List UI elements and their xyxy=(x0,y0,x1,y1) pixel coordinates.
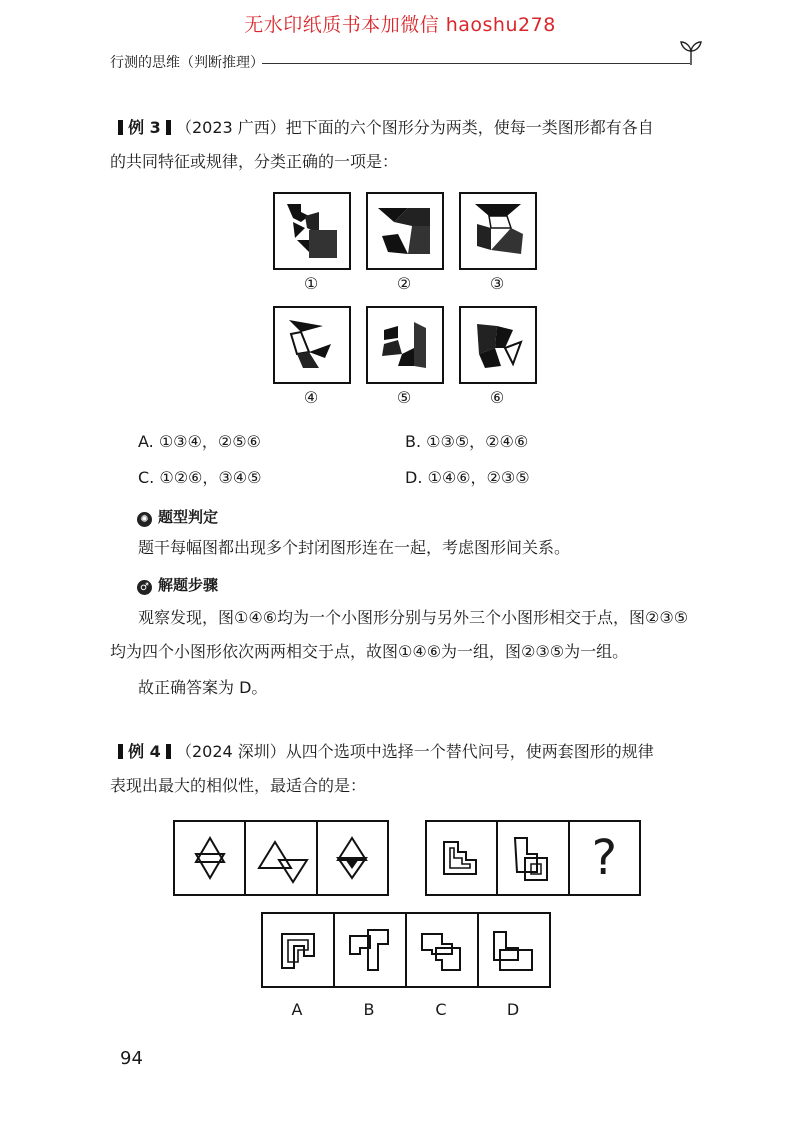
example4-intro xyxy=(118,740,654,764)
figure-set-1 xyxy=(173,820,389,896)
page-number: 94 xyxy=(120,1048,143,1069)
example3-intro-line1: （2023 广西）把下面的六个图形分为两类，使每一类图形都有各自 xyxy=(176,118,654,137)
example3-intro-line2: 的共同特征或规律，分类正确的一项是： xyxy=(110,152,399,171)
option-figure-a[interactable] xyxy=(263,914,335,986)
label-bar-left xyxy=(118,744,123,759)
figure-label-6: ⑥ xyxy=(489,388,505,407)
lightbulb-icon: ✺ xyxy=(137,512,152,527)
section-type-title: 题型判定 xyxy=(158,508,219,526)
figure-3 xyxy=(459,192,537,270)
set2-figure-2 xyxy=(498,822,569,894)
option-label-d: D xyxy=(506,1000,520,1019)
section-steps-line2: 均为四个小图形依次两两相交于点，故图①④⑥为一组，图②③⑤为一组。 xyxy=(110,642,629,661)
set1-figure-2 xyxy=(246,822,317,894)
example3-intro xyxy=(118,116,654,140)
steps-icon: ♂ xyxy=(137,580,152,595)
example4-intro-line1: （2024 深圳）从四个选项中选择一个替代问号，使两套图形的规律 xyxy=(176,742,654,761)
figure-6 xyxy=(459,306,537,384)
option-d[interactable]: D. ①④⑥，②③⑤ xyxy=(405,468,530,487)
figure-1 xyxy=(273,192,351,270)
example4-label: 例 4 xyxy=(128,742,161,761)
section-type-heading xyxy=(137,506,218,527)
label-bar-right xyxy=(166,120,171,135)
figure-5 xyxy=(366,306,444,384)
section-steps-line1: 观察发现，图①④⑥均为一个小图形分别与另外三个小图形相交于点，图②③⑤ xyxy=(138,608,689,627)
option-label-a: A xyxy=(291,1000,303,1019)
set1-figure-3 xyxy=(318,822,387,894)
figure-2 xyxy=(366,192,444,270)
option-b[interactable]: B. ①③⑤，②④⑥ xyxy=(405,432,529,451)
figure-4 xyxy=(273,306,351,384)
set1-figure-1 xyxy=(175,822,246,894)
figure-label-4: ④ xyxy=(303,388,319,407)
set2-figure-1 xyxy=(427,822,498,894)
figure-set-2 xyxy=(425,820,641,896)
option-figure-c[interactable] xyxy=(407,914,479,986)
option-figures xyxy=(261,912,551,988)
section-steps-heading xyxy=(137,574,218,595)
option-figure-b[interactable] xyxy=(335,914,407,986)
section-type-text: 题干每幅图都出现多个封闭图形连在一起，考虑图形间关系。 xyxy=(138,538,571,557)
figure-label-5: ⑤ xyxy=(396,388,412,407)
watermark: 无水印纸质书本加微信 haoshu278 xyxy=(244,14,556,36)
option-figure-d[interactable] xyxy=(479,914,549,986)
label-bar-left xyxy=(118,120,123,135)
sprout-icon xyxy=(678,38,704,66)
figure-label-1: ① xyxy=(303,274,319,293)
option-a[interactable]: A. ①③④，②⑤⑥ xyxy=(138,432,261,451)
label-bar-right xyxy=(166,744,171,759)
figure-label-3: ③ xyxy=(489,274,505,293)
option-label-c: C xyxy=(435,1000,447,1019)
section-steps-title: 解题步骤 xyxy=(158,576,219,594)
example3-label: 例 3 xyxy=(128,118,161,137)
question-mark-cell: ? xyxy=(591,830,618,886)
running-header-title: 行测的思维（判断推理） xyxy=(110,55,264,71)
figure-label-2: ② xyxy=(396,274,412,293)
example4-intro-line2: 表现出最大的相似性，最适合的是： xyxy=(110,776,367,795)
header-rule xyxy=(262,63,690,64)
option-c[interactable]: C. ①②⑥，③④⑤ xyxy=(138,468,262,487)
answer-text: 故正确答案为 D。 xyxy=(138,678,268,697)
option-label-b: B xyxy=(363,1000,375,1019)
